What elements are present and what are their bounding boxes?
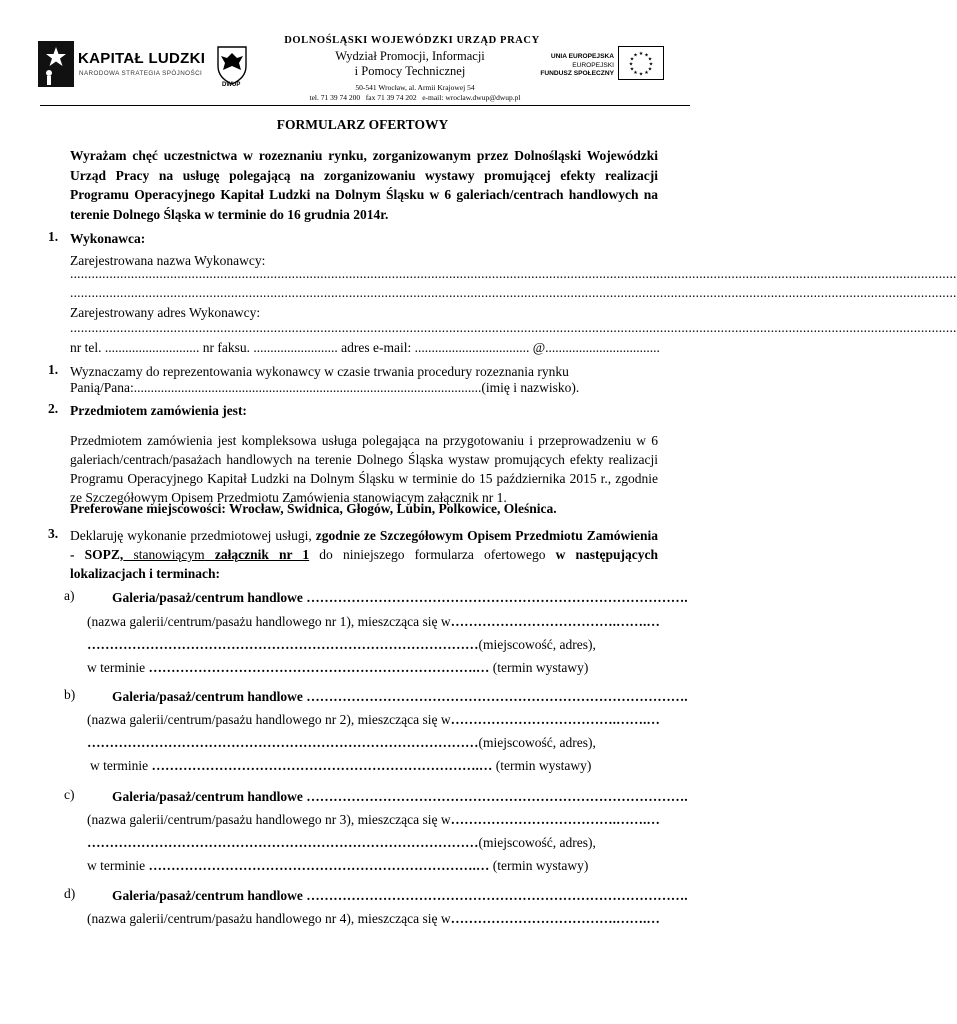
location-a-term-field[interactable]: ……………………………………………………………….… [148,660,490,675]
section1-number: 1. [48,229,59,244]
svg-text:★: ★ [628,61,634,68]
contact-line: tel. 71 39 74 200 fax 71 39 74 202 e-mail: wroclaw.dwup@dwup.pl [309,93,521,102]
location-a-name-row [87,612,660,631]
section1-heading: Wykonawca: [70,231,146,246]
contractor-name-line2[interactable]: ........................................................................................................................................................................................................................................................ [70,285,957,300]
location-d-name-field[interactable]: …………………………………………………………………………. [306,888,688,903]
section3-number: 3. [48,526,59,541]
location-b-name-field[interactable]: …………………………………………………………………………. [306,689,688,704]
location-b-letter: b) [64,687,76,702]
eu-flag [618,46,664,80]
location-c-place-row [87,833,596,852]
section3-text [70,526,658,583]
s3-t8: i terminach: [149,566,220,581]
kapital-ludzki-title: KAPITAŁ LUDZKI [78,50,206,67]
location-b-term-row [90,756,591,775]
office-name: DOLNOŚLĄSKI WOJEWÓDZKI URZĄD PRACY [284,35,540,46]
section2-body: Przedmiotem zamówienia jest kompleksowa usługa polegająca na przygotowaniu i przeprowadzeniu w 6 galeriach/centrach/pasażach handlowych na terenie Dolnego Śląska wystaw promujących efekty realizacji Programu Operacyjnego Kapitał Ludzki na Dolnym Śląsku w terminie do 15 października 2015 r., zgodnie ze Szczegółowym Opisem Przedmiotu Zamówienia stanowiącym załącznik nr 1. [70,433,658,505]
s3-t6: do niniejszego formularza ofertowego [309,547,556,562]
eu-line2: EUROPEJSKI [572,61,614,69]
location-b-term-prefix: w terminie [90,758,149,773]
location-c-name-row [87,810,660,829]
location-b-term-note: (termin wystawy) [495,758,592,773]
email-label: adres e-mail: [341,340,412,355]
location-b-term-field[interactable]: ……………………………………………………………….… [151,758,493,773]
section2-number: 2. [48,401,59,416]
location-d-city-field[interactable]: ……………………………….…….… [450,911,660,926]
eu-stars-icon [619,47,663,79]
location-b-name-note: (nazwa galerii/centrum/pasażu handlowego nr 2), mieszcząca się w [87,712,451,727]
email-user-field[interactable]: .................................. [414,340,530,355]
location-a-place-note: (miejscowość, adres), [478,637,596,652]
location-a-place-row [87,635,596,654]
eu-label [540,53,614,79]
svg-text:★: ★ [647,66,653,73]
location-d-label: Galeria/pasaż/centrum handlowe [112,888,303,903]
location-b-place-note: (miejscowość, adres), [478,735,596,750]
eu-line1: UNIA EUROPEJSKA [550,53,614,60]
location-d-letter: d) [64,886,76,901]
s3-t5: załącznik nr 1 [204,547,310,562]
contractor-address-label: Zarejestrowany adres Wykonawcy: [70,305,261,320]
kapital-ludzki-emblem-icon [36,39,76,89]
location-c-label: Galeria/pasaż/centrum handlowe [112,789,303,804]
department-name [300,49,520,79]
representative-row [70,378,579,397]
office-address [270,83,560,103]
location-a-label: Galeria/pasaż/centrum handlowe [112,590,303,605]
department-line2: i Pomocy Technicznej [354,64,466,78]
svg-text:★: ★ [629,66,635,73]
s3-t3: SOPZ, [84,547,124,562]
tel-field[interactable]: ............................ [104,340,200,355]
location-a-row [112,588,688,607]
svg-text:★: ★ [633,70,638,76]
svg-text:★: ★ [647,56,653,63]
location-a-term-prefix: w terminie [87,660,146,675]
location-c-letter: c) [64,787,75,802]
representative-prefix: Panią/Pana: [70,380,134,395]
svg-text:★: ★ [633,52,638,59]
location-c-row [112,787,688,806]
location-a-term-row [87,658,588,677]
location-d-name-row [87,909,660,928]
eu-line3: FUNDUSZ SPOŁECZNY [540,70,614,77]
s3-t2: zgodnie ze Szczegółowym Opisem Przedmiotu Zamówienia - [70,528,658,562]
svg-text:★: ★ [629,56,635,63]
s3-t1: Deklaruję wykonanie przedmiotowej usługi, [70,528,316,543]
location-a-name-note: (nazwa galerii/centrum/pasażu handlowego nr 1), mieszcząca się w [87,614,451,629]
department-line1: Wydział Promocji, Informacji [335,49,485,63]
section2-heading: Przedmiotem zamówienia jest: [70,403,247,418]
location-a-term-note: (termin wystawy) [492,660,589,675]
contractor-name-line1[interactable]: ........................................................................................................................................................................................................................................................ [70,266,957,281]
location-a-address-field[interactable]: …………………………………………………………………………… [87,637,479,652]
representative-field[interactable]: ....................................................................................................... [133,380,482,395]
dwup-label: DWUP [222,82,241,88]
s3-t7: w następujących lokalizacjach [70,547,659,581]
fax-field[interactable]: ......................... [253,340,338,355]
location-a-name-field[interactable]: …………………………………………………………………………. [306,590,688,605]
location-d-row [112,886,688,905]
email-domain-field[interactable]: .................................. [545,340,660,355]
location-a-letter: a) [64,588,75,603]
location-c-place-note: (miejscowość, adres), [478,835,596,850]
kapital-ludzki-subtitle: NARODOWA STRATEGIA SPÓJNOŚCI [79,70,203,77]
address-line: 50-541 Wrocław, al. Armii Krajowej 54 [355,83,475,92]
contractor-address-line[interactable]: ........................................................................................................................................................................................................................................................ [70,320,957,335]
email-at: @ [532,340,546,355]
preferred-locations: Preferowane miejscowości: Wrocław, Świdnica, Głogów, Lubin, Polkowice, Oleśnica. [70,501,557,516]
intro-paragraph: Wyrażam chęć uczestnictwa w rozeznaniu rynku, zorganizowanym przez Dolnośląski Wojewódzki Urząd Pracy na usługę polegającą na zorganizowaniu wystawy promującej efekty realizacji Programu Operacyjnego Kapitał Ludzki na Dolnym Śląsku w 6 galeriach/centrach handlowych na terenie Dolnego Śląska w terminie do 16 grudnia 2014r. [70,148,658,222]
representative-suffix: (imię i nazwisko). [481,380,580,395]
location-b-name-row [87,710,660,729]
location-c-address-field[interactable]: …………………………………………………………………………… [87,835,479,850]
svg-text:★: ★ [644,70,649,76]
representative-text: Wyznaczamy do reprezentowania wykonawcy w czasie trwania procedury rozeznania rynku [70,364,569,379]
location-d-name-note: (nazwa galerii/centrum/pasażu handlowego nr 4), mieszcząca się w [87,911,451,926]
location-b-label: Galeria/pasaż/centrum handlowe [112,689,303,704]
tel-label: nr tel. [70,340,102,355]
location-c-term-row [87,856,588,875]
contractor-name-label: Zarejestrowana nazwa Wykonawcy: [70,253,266,268]
location-c-term-prefix: w terminie [87,858,146,873]
form-title: FORMULARZ OFERTOWY [276,117,449,132]
section1b-number: 1. [48,362,59,377]
location-b-place-row [87,733,596,752]
location-c-name-field[interactable]: …………………………………………………………………………. [306,789,688,804]
location-c-term-field[interactable]: ……………………………………………………………….… [148,858,490,873]
s3-t4: stanowiącym [123,547,205,562]
svg-text:★: ★ [648,61,654,68]
location-b-city-field[interactable]: ……………………………….…….… [450,712,660,727]
location-c-name-note: (nazwa galerii/centrum/pasażu handlowego nr 3), mieszcząca się w [87,812,451,827]
contact-fields-row [70,338,660,357]
svg-text:★: ★ [638,71,644,78]
location-b-address-field[interactable]: …………………………………………………………………………… [87,735,479,750]
svg-text:★: ★ [644,52,649,59]
fax-label: nr faksu. [202,340,250,355]
header-divider [40,105,690,106]
location-a-city-field[interactable]: ……………………………….…….… [450,614,660,629]
location-c-city-field[interactable]: ……………………………….…….… [450,812,660,827]
location-b-row [112,687,688,706]
svg-text:★: ★ [638,51,644,57]
location-c-term-note: (termin wystawy) [492,858,589,873]
